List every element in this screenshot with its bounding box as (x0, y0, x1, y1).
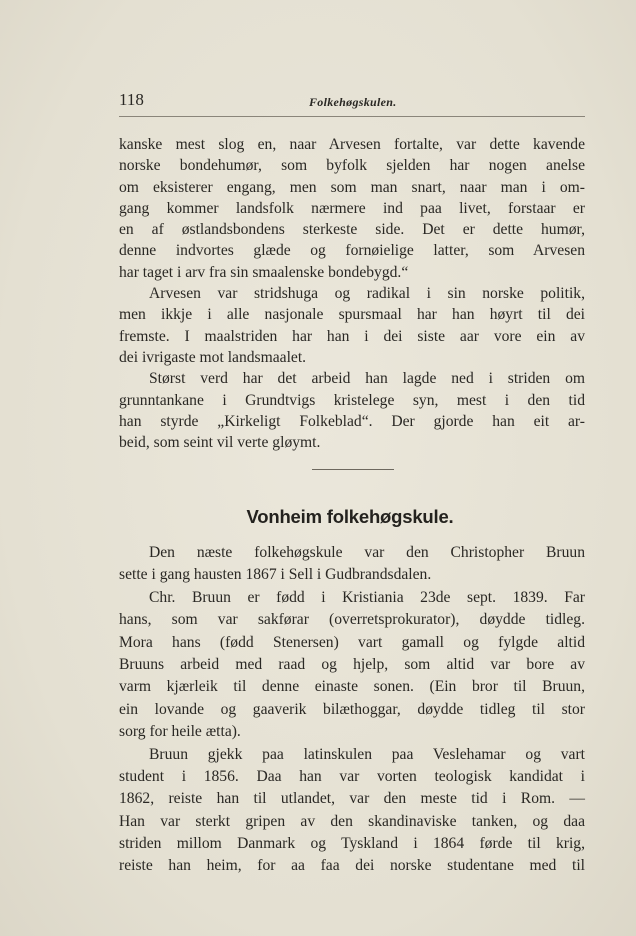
text-line: fremste. I maalstriden har han i dei siste aar vore ein av (119, 327, 585, 345)
running-title: Folkehøgskulen. (309, 95, 397, 109)
page-header (119, 88, 585, 117)
section-heading: Vonheim folkehøgskule. (246, 506, 454, 527)
text-line: Mora hans (fødd Stenersen) vart gamall og fylgde altid (119, 633, 585, 651)
text-line: denne indvortes glæde og fornøielige latter, som Arvesen (119, 242, 585, 260)
text-line: sette i gang hausten 1867 i Sell i Gudbrandsdalen. (119, 566, 432, 584)
body-text-top (119, 134, 585, 453)
text-line: gang kommer landsfolk nærmere ind paa livet, forstaar er (119, 199, 585, 217)
text-line: Han var sterkt gripen av den skandinaviske tanken, og daa (119, 812, 585, 830)
text-line: Bruuns arbeid med raad og hjelp, som altid var bore av (119, 655, 585, 673)
text-line: Chr. Bruun er fødd i Kristiania 23de sept. 1839. Far (149, 588, 585, 606)
text-line: han styrde „Kirkeligt Folkeblad“. Der gjorde han eit ar- (119, 412, 585, 430)
text-line: grunntankane i Grundtvigs kristelege syn, mest i den tid (119, 391, 585, 409)
section-body-text (119, 542, 585, 878)
text-line: reiste han heim, for aa faa dei norske studentane med til (119, 857, 585, 875)
text-line: en af østlandsbondens sterkeste side. Det er dette humør, (119, 221, 585, 239)
text-line: norske bondehumør, som byfolk sjelden har nogen anelse (119, 157, 585, 175)
section-divider (312, 469, 394, 470)
text-line: hans, som var sakførar (overretsprokurator), døydde tidleg. (119, 611, 585, 629)
text-line: beid, som seint vil verte gløymt. (119, 434, 321, 452)
text-line: kanske mest slog en, naar Arvesen fortalte, var dette kavende (119, 136, 585, 153)
text-line: dei ivrigaste mot landsmaalet. (119, 348, 307, 366)
text-line: Arvesen var stridshuga og radikal i sin norske politik, (149, 285, 585, 303)
text-line: Den næste folkehøgskule var den Christopher Bruun (149, 544, 585, 561)
text-line: ein lovande og gaaverik bilæthoggar, døydde tidleg til stor (119, 700, 585, 718)
text-line: har taget i arv fra sin smaalenske bondebygd.“ (119, 263, 409, 281)
text-line: striden millom Danmark og Tyskland i 1864 førde til krig, (119, 835, 585, 853)
text-line: Bruun gjekk paa latinskulen paa Veslehamar og vart (149, 745, 585, 763)
text-line: om eksisterer engang, men som man snart, naar man i om- (119, 178, 585, 196)
text-line: varm kjærleik til denne einaste sonen. (Ein bror til Bruun, (119, 678, 585, 696)
text-line: 1862, reiste han til utlandet, var den meste tid i Rom. — (119, 790, 585, 808)
page-number: 118 (119, 90, 144, 109)
text-line: men ikkje i alle nasjonale spursmaal har han høyrt til dei (119, 306, 585, 324)
text-line: student i 1856. Daa han var vorten teologisk kandidat i (119, 767, 585, 785)
text-line: Størst verd har det arbeid han lagde ned i striden om (149, 370, 585, 388)
text-line: sorg for heile ætta). (119, 723, 241, 741)
